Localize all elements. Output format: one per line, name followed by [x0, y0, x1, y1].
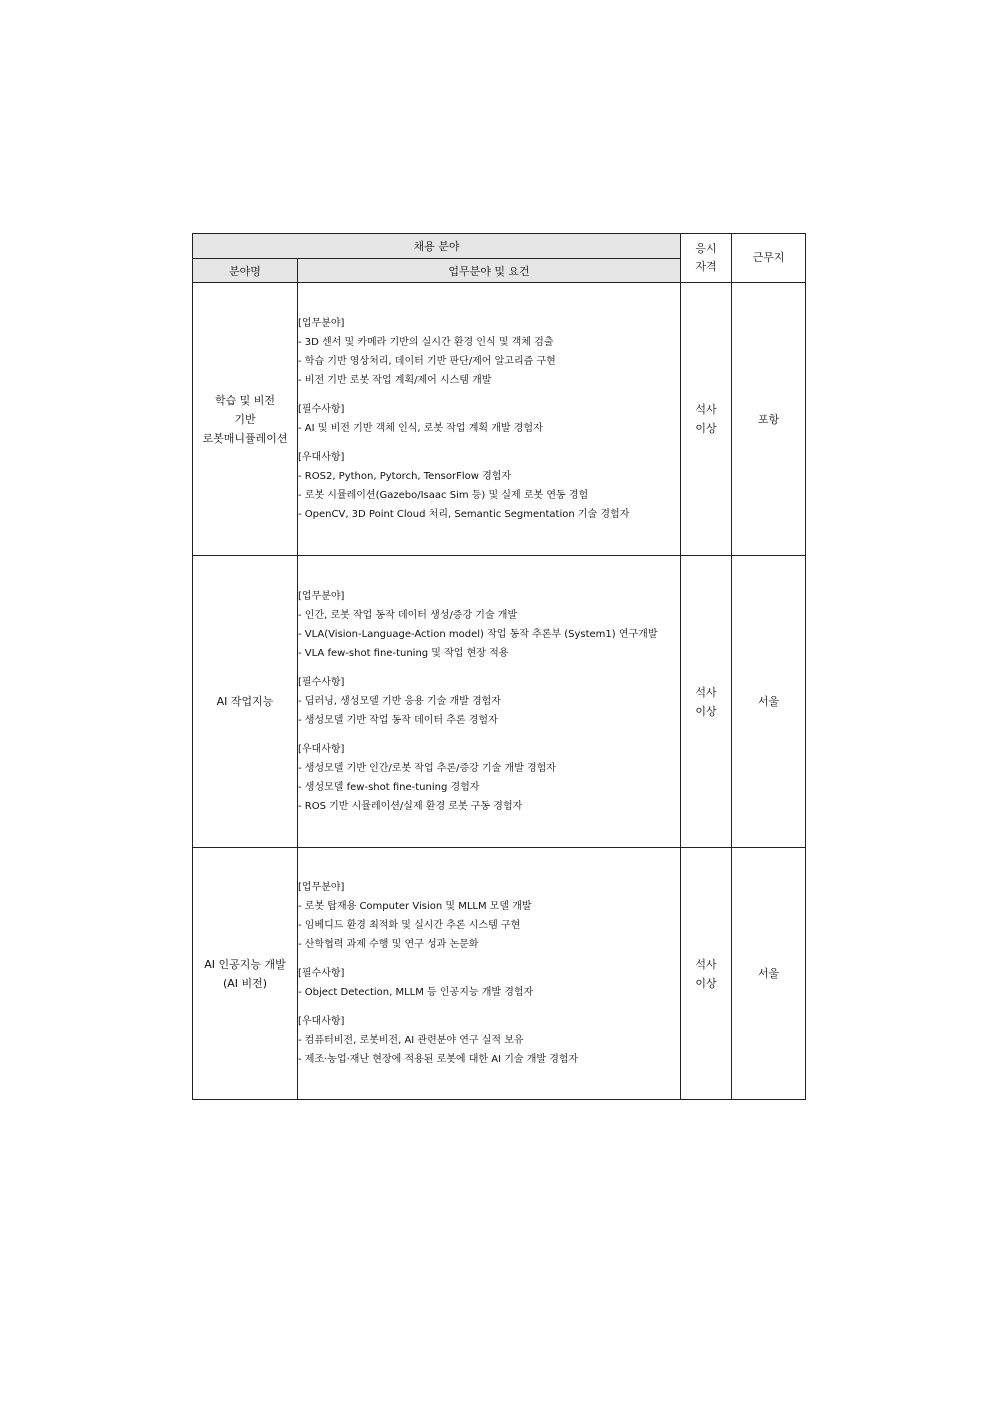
duties-section: [298, 314, 680, 390]
field-name-header: 분야명: [193, 259, 298, 283]
section-item: - 딥러닝, 생성모델 기반 응용 기술 개발 경험자: [298, 696, 501, 707]
recruitment-table: [192, 233, 806, 1100]
field-name-line: 로봇매니퓰레이션: [202, 431, 288, 445]
section-title: [우대사항]: [298, 452, 345, 463]
qualification-line: 이상: [695, 704, 717, 718]
preferred-section: [298, 1012, 680, 1069]
section-item: - 컴퓨터비전, 로봇비전, AI 관련분야 연구 실적 보유: [298, 1035, 524, 1046]
section-item: - 제조·농업·재난 현장에 적용된 로봇에 대한 AI 기술 개발 경험자: [298, 1054, 579, 1065]
section-title: [업무분야]: [298, 591, 345, 602]
section-item: - ROS 기반 시뮬레이션/실제 환경 로봇 구동 경험자: [298, 801, 523, 812]
recruit-field-group-header: 채용 분야: [193, 234, 681, 259]
section-title: [업무분야]: [298, 882, 345, 893]
table-row: [193, 556, 806, 848]
preferred-section: [298, 740, 680, 816]
qualification-line: 석사: [695, 685, 717, 699]
section-item: - 로봇 탑재용 Computer Vision 및 MLLM 모델 개발: [298, 901, 532, 912]
location-cell: 서울: [732, 848, 806, 1100]
section-item: - OpenCV, 3D Point Cloud 처리, Semantic Segmentation 기술 경험자: [298, 509, 630, 520]
preferred-section: [298, 448, 680, 524]
qualification-cell: [681, 848, 732, 1100]
section-item: - AI 및 비전 기반 객체 인식, 로봇 작업 계획 개발 경험자: [298, 423, 543, 434]
field-name-line: AI 인공지능 개발: [204, 957, 286, 971]
field-name-cell: [193, 556, 298, 848]
requirements-section: [298, 400, 680, 438]
location-cell: 포항: [732, 283, 806, 556]
qualification-line: 이상: [695, 422, 717, 435]
section-item: - ROS2, Python, Pytorch, TensorFlow 경험자: [298, 471, 512, 482]
section-item: - VLA(Vision-Language-Action model) 작업 동작 추론부 (System1) 연구개발: [298, 629, 658, 640]
qualification-line: 이상: [695, 976, 717, 990]
qualification-line: 석사: [695, 957, 717, 971]
section-item: - 생성모델 기반 인간/로봇 작업 추론/증강 기술 개발 경험자: [298, 763, 556, 774]
field-name-cell: [193, 283, 298, 556]
duties-header: 업무분야 및 요건: [298, 259, 681, 283]
requirements-section: [298, 673, 680, 730]
location-header: 근무지: [732, 234, 806, 283]
duties-cell: [298, 556, 681, 848]
section-title: [우대사항]: [298, 744, 345, 755]
duties-cell: [298, 848, 681, 1100]
section-item: - 생성모델 기반 작업 동작 데이터 추론 경험자: [298, 715, 498, 726]
field-name-cell: [193, 848, 298, 1100]
location-cell: 서울: [732, 556, 806, 848]
duties-cell: [298, 283, 681, 556]
field-name-line: 기반: [234, 412, 256, 426]
field-name-line: 학습 및 비전: [214, 393, 276, 407]
section-item: - 생성모델 few-shot fine-tuning 경험자: [298, 782, 480, 793]
section-item: - 비전 기반 로봇 작업 계획/제어 시스템 개발: [298, 375, 492, 386]
section-item: - 인간, 로봇 작업 동작 데이터 생성/증강 기술 개발: [298, 610, 518, 621]
qualification-header: [681, 234, 732, 283]
section-item: - Object Detection, MLLM 등 인공지능 개발 경험자: [298, 987, 534, 998]
table-row: [193, 848, 806, 1100]
field-name-line: AI 작업지능: [216, 695, 274, 708]
duties-section: [298, 587, 680, 663]
section-item: - 3D 센서 및 카메라 기반의 실시간 환경 인식 및 객체 검출: [298, 337, 554, 348]
requirements-section: [298, 964, 680, 1002]
table-row: [193, 283, 806, 556]
section-title: [필수사항]: [298, 677, 345, 688]
section-title: [우대사항]: [298, 1016, 345, 1027]
section-item: - 학습 기반 영상처리, 데이터 기반 판단/제어 알고리즘 구현: [298, 356, 556, 367]
duties-section: [298, 878, 680, 954]
qualification-line: 석사: [695, 403, 717, 416]
section-title: [업무분야]: [298, 318, 345, 329]
section-item: - 임베디드 환경 최적화 및 실시간 추론 시스템 구현: [298, 920, 521, 931]
qualification-header-line-1: 응시: [695, 242, 717, 255]
section-item: - VLA few-shot fine-tuning 및 작업 현장 적용: [298, 648, 509, 659]
qualification-header-line-2: 자격: [695, 260, 717, 273]
section-item: - 로봇 시뮬레이션(Gazebo/Isaac Sim 등) 및 실제 로봇 연동 경험: [298, 490, 589, 501]
section-item: - 산학협력 과제 수행 및 연구 성과 논문화: [298, 939, 479, 950]
field-name-line: (AI 비전): [222, 976, 268, 990]
qualification-cell: [681, 556, 732, 848]
section-title: [필수사항]: [298, 968, 345, 979]
section-title: [필수사항]: [298, 404, 345, 415]
qualification-cell: [681, 283, 732, 556]
